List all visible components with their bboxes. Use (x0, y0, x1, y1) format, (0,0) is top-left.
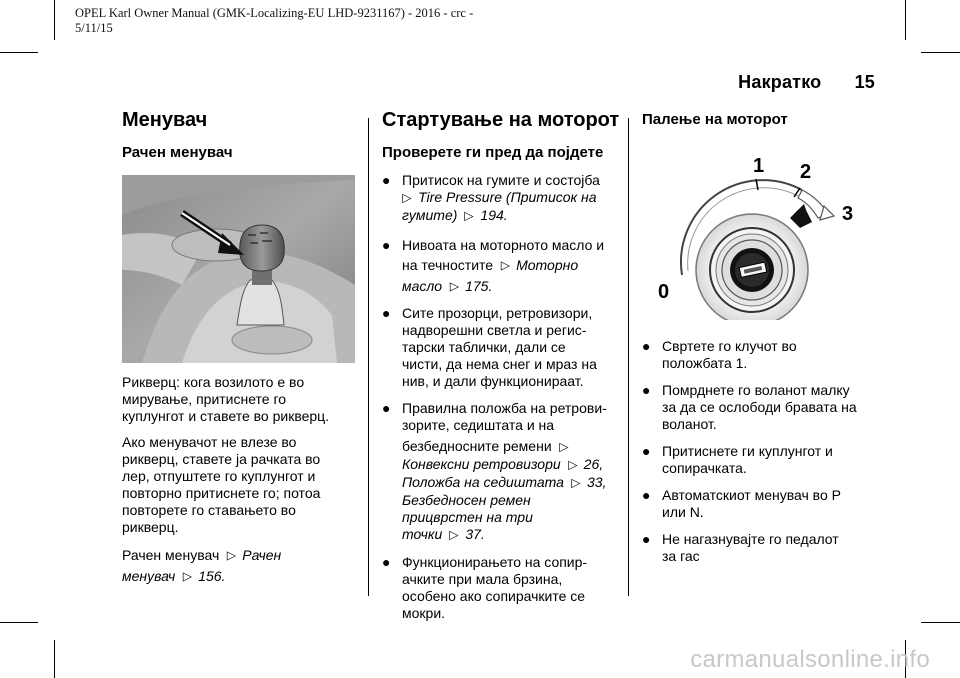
reference-arrow-icon: ▽ (446, 530, 461, 541)
reference-arrow-icon: ▽ (179, 572, 194, 582)
gear-shift-illustration (122, 175, 355, 363)
section-title-starting-engine: Стартување на моторот (382, 109, 620, 131)
cross-reference-link[interactable]: гумите) (402, 207, 458, 223)
list-item (642, 382, 882, 433)
bullet-icon: ● (642, 382, 651, 398)
text-line: Нивоата на моторното масло и (402, 237, 605, 253)
text-line: лер, отпуштете го куплунгот и (122, 468, 316, 484)
cross-reference-link[interactable]: Рачен (242, 547, 282, 563)
text-line: за да се ослободи бравата на (662, 399, 857, 415)
text-line: Функционирањето на сопир- (402, 554, 588, 570)
page-reference[interactable]: 156. (198, 568, 226, 584)
text-line: тарски таблички, дали се (402, 339, 566, 355)
bullet-icon: ● (642, 531, 651, 547)
reference-arrow-icon: ▽ (567, 478, 582, 489)
text-line: повторете го ставањето во (122, 502, 296, 518)
text-line: Автоматскиот менувач во P (662, 487, 841, 503)
list-item (642, 443, 882, 477)
page-reference[interactable]: 26, (583, 456, 604, 472)
crop-mark (905, 0, 906, 40)
text-line: Притисок на гумите и состојба (402, 172, 600, 188)
ignition-position-label-1: 1 (753, 155, 765, 177)
text-line: положбата 1. (662, 355, 748, 371)
text-line: на течностите (402, 257, 494, 273)
paragraph-reverse-retry (122, 434, 358, 536)
crop-mark (54, 0, 55, 40)
list-item (642, 487, 882, 521)
subsection-title-manual-transmission: Рачен менувач (122, 144, 233, 161)
column-divider (368, 118, 369, 596)
column-1-text (122, 374, 358, 587)
page-number: 15 (854, 72, 875, 92)
text-line: Свртете го клучот во (662, 338, 797, 354)
ignition-position-label-2: 2 (800, 161, 812, 183)
reference-arrow-icon: ▽ (555, 442, 570, 453)
cross-reference-link[interactable]: Положба на седиштата (402, 474, 564, 490)
text-line: воланот. (662, 416, 717, 432)
page-reference[interactable]: 175. (465, 278, 493, 294)
watermark: carmanualsonline.info (690, 646, 930, 673)
page-section-title: Накратко (738, 72, 822, 92)
column-3-list (642, 338, 882, 565)
bullet-icon: ● (382, 554, 391, 570)
subsection-title-ignition: Палење на моторот (642, 111, 788, 128)
text-line: надворешни светла и регис- (402, 322, 587, 338)
text-line: за гас (662, 548, 700, 564)
text-line: ачките при мала брзина, (402, 571, 563, 587)
document-header (75, 6, 495, 36)
bullet-icon: ● (382, 172, 391, 188)
reference-arrow-icon: ▽ (399, 193, 414, 204)
text-line: Правилна положба на ретрови- (402, 400, 607, 416)
text-line: Сите прозорци, ретровизори, (402, 305, 593, 321)
crop-mark (921, 622, 960, 623)
page-reference[interactable]: 194. (480, 207, 508, 223)
list-item (382, 305, 622, 390)
page-reference[interactable]: 33, (586, 474, 607, 490)
page-reference[interactable]: 37. (465, 526, 485, 542)
reference-arrow-icon: ▽ (446, 282, 461, 292)
list-item (382, 400, 622, 544)
cross-reference-link[interactable]: прицврстен на три (402, 509, 533, 525)
reference-arrow-icon: ▽ (564, 460, 579, 471)
reference-arrow-icon: ▽ (223, 551, 238, 561)
text-line: Рачен менувач (122, 547, 220, 563)
crop-mark (0, 622, 38, 623)
subsection-title-checks: Проверете ги пред да појдете (382, 144, 604, 161)
text-line: Не нагазнувајте го педалот (662, 531, 839, 547)
column-3 (642, 108, 882, 129)
cross-reference-link[interactable]: Моторно (516, 257, 579, 273)
bullet-icon: ● (642, 338, 651, 354)
column-divider (628, 118, 629, 596)
section-title-transmission: Менувач (122, 109, 208, 131)
list-item (382, 172, 622, 225)
crop-mark (0, 52, 38, 53)
text-line: чисти, да нема снег и мраз на (402, 356, 597, 372)
text-line: сопирачката. (662, 460, 747, 476)
column-1 (122, 108, 358, 162)
ignition-position-label-0: 0 (658, 281, 670, 303)
text-line: куплунгот и ставете во рикверц. (122, 408, 330, 424)
text-line: особено ако сопирачките се (402, 588, 586, 604)
column-2 (382, 108, 622, 622)
document-header-line1: OPEL Karl Owner Manual (GMK-Localizing-EU LHD-9231167) - 2016 - crc - (75, 6, 474, 20)
bullet-icon: ● (642, 443, 651, 459)
bullet-icon: ● (382, 305, 391, 321)
reference-arrow-icon: ▽ (497, 261, 512, 271)
document-header-line2: 5/11/15 (75, 21, 113, 35)
text-line: мирување, притиснете го (122, 391, 287, 407)
text-line: безбедносните ремени (402, 438, 552, 454)
text-line: рикверц, ставете ја рачката во (122, 451, 321, 467)
text-line: нив, и дали функционираат. (402, 373, 584, 389)
cross-reference-link[interactable]: менувач (122, 568, 176, 584)
cross-reference-link[interactable]: Безбедносен ремен (402, 492, 531, 508)
ignition-switch-diagram (652, 150, 868, 320)
list-item (642, 531, 882, 565)
text-line: мокри. (402, 605, 446, 621)
text-line: Притиснете ги куплунгот и (662, 443, 833, 459)
list-item (642, 338, 882, 372)
bullet-icon: ● (382, 400, 391, 416)
crop-mark (54, 640, 55, 678)
text-line: повторно притиснете го; потоа (122, 485, 321, 501)
text-line: зорите, седиштата и на (402, 417, 555, 433)
text-line: рикверц. (122, 519, 179, 535)
text-line: или N. (662, 504, 704, 520)
paragraph-reverse (122, 374, 358, 425)
ignition-position-label-3: 3 (842, 203, 854, 225)
text-line: Ако менувачот не влезе во (122, 434, 297, 450)
list-item (382, 235, 622, 297)
cross-reference-link[interactable]: масло (402, 278, 443, 294)
cross-reference-link[interactable]: Tire Pressure (Притисок на (418, 189, 597, 205)
cross-reference-link[interactable]: точки (402, 526, 443, 542)
text-line: Помрднете го воланот малку (662, 382, 850, 398)
bullet-icon: ● (642, 487, 651, 503)
page-heading (738, 72, 875, 93)
text-line: Рикверц: кога возилото е во (122, 374, 305, 390)
reference-manual-transmission (122, 545, 358, 587)
crop-mark (921, 52, 960, 53)
cross-reference-link[interactable]: Конвексни ретровизори (402, 456, 561, 472)
list-item (382, 554, 622, 622)
bullet-icon: ● (382, 237, 391, 253)
reference-arrow-icon: ▽ (461, 211, 476, 222)
